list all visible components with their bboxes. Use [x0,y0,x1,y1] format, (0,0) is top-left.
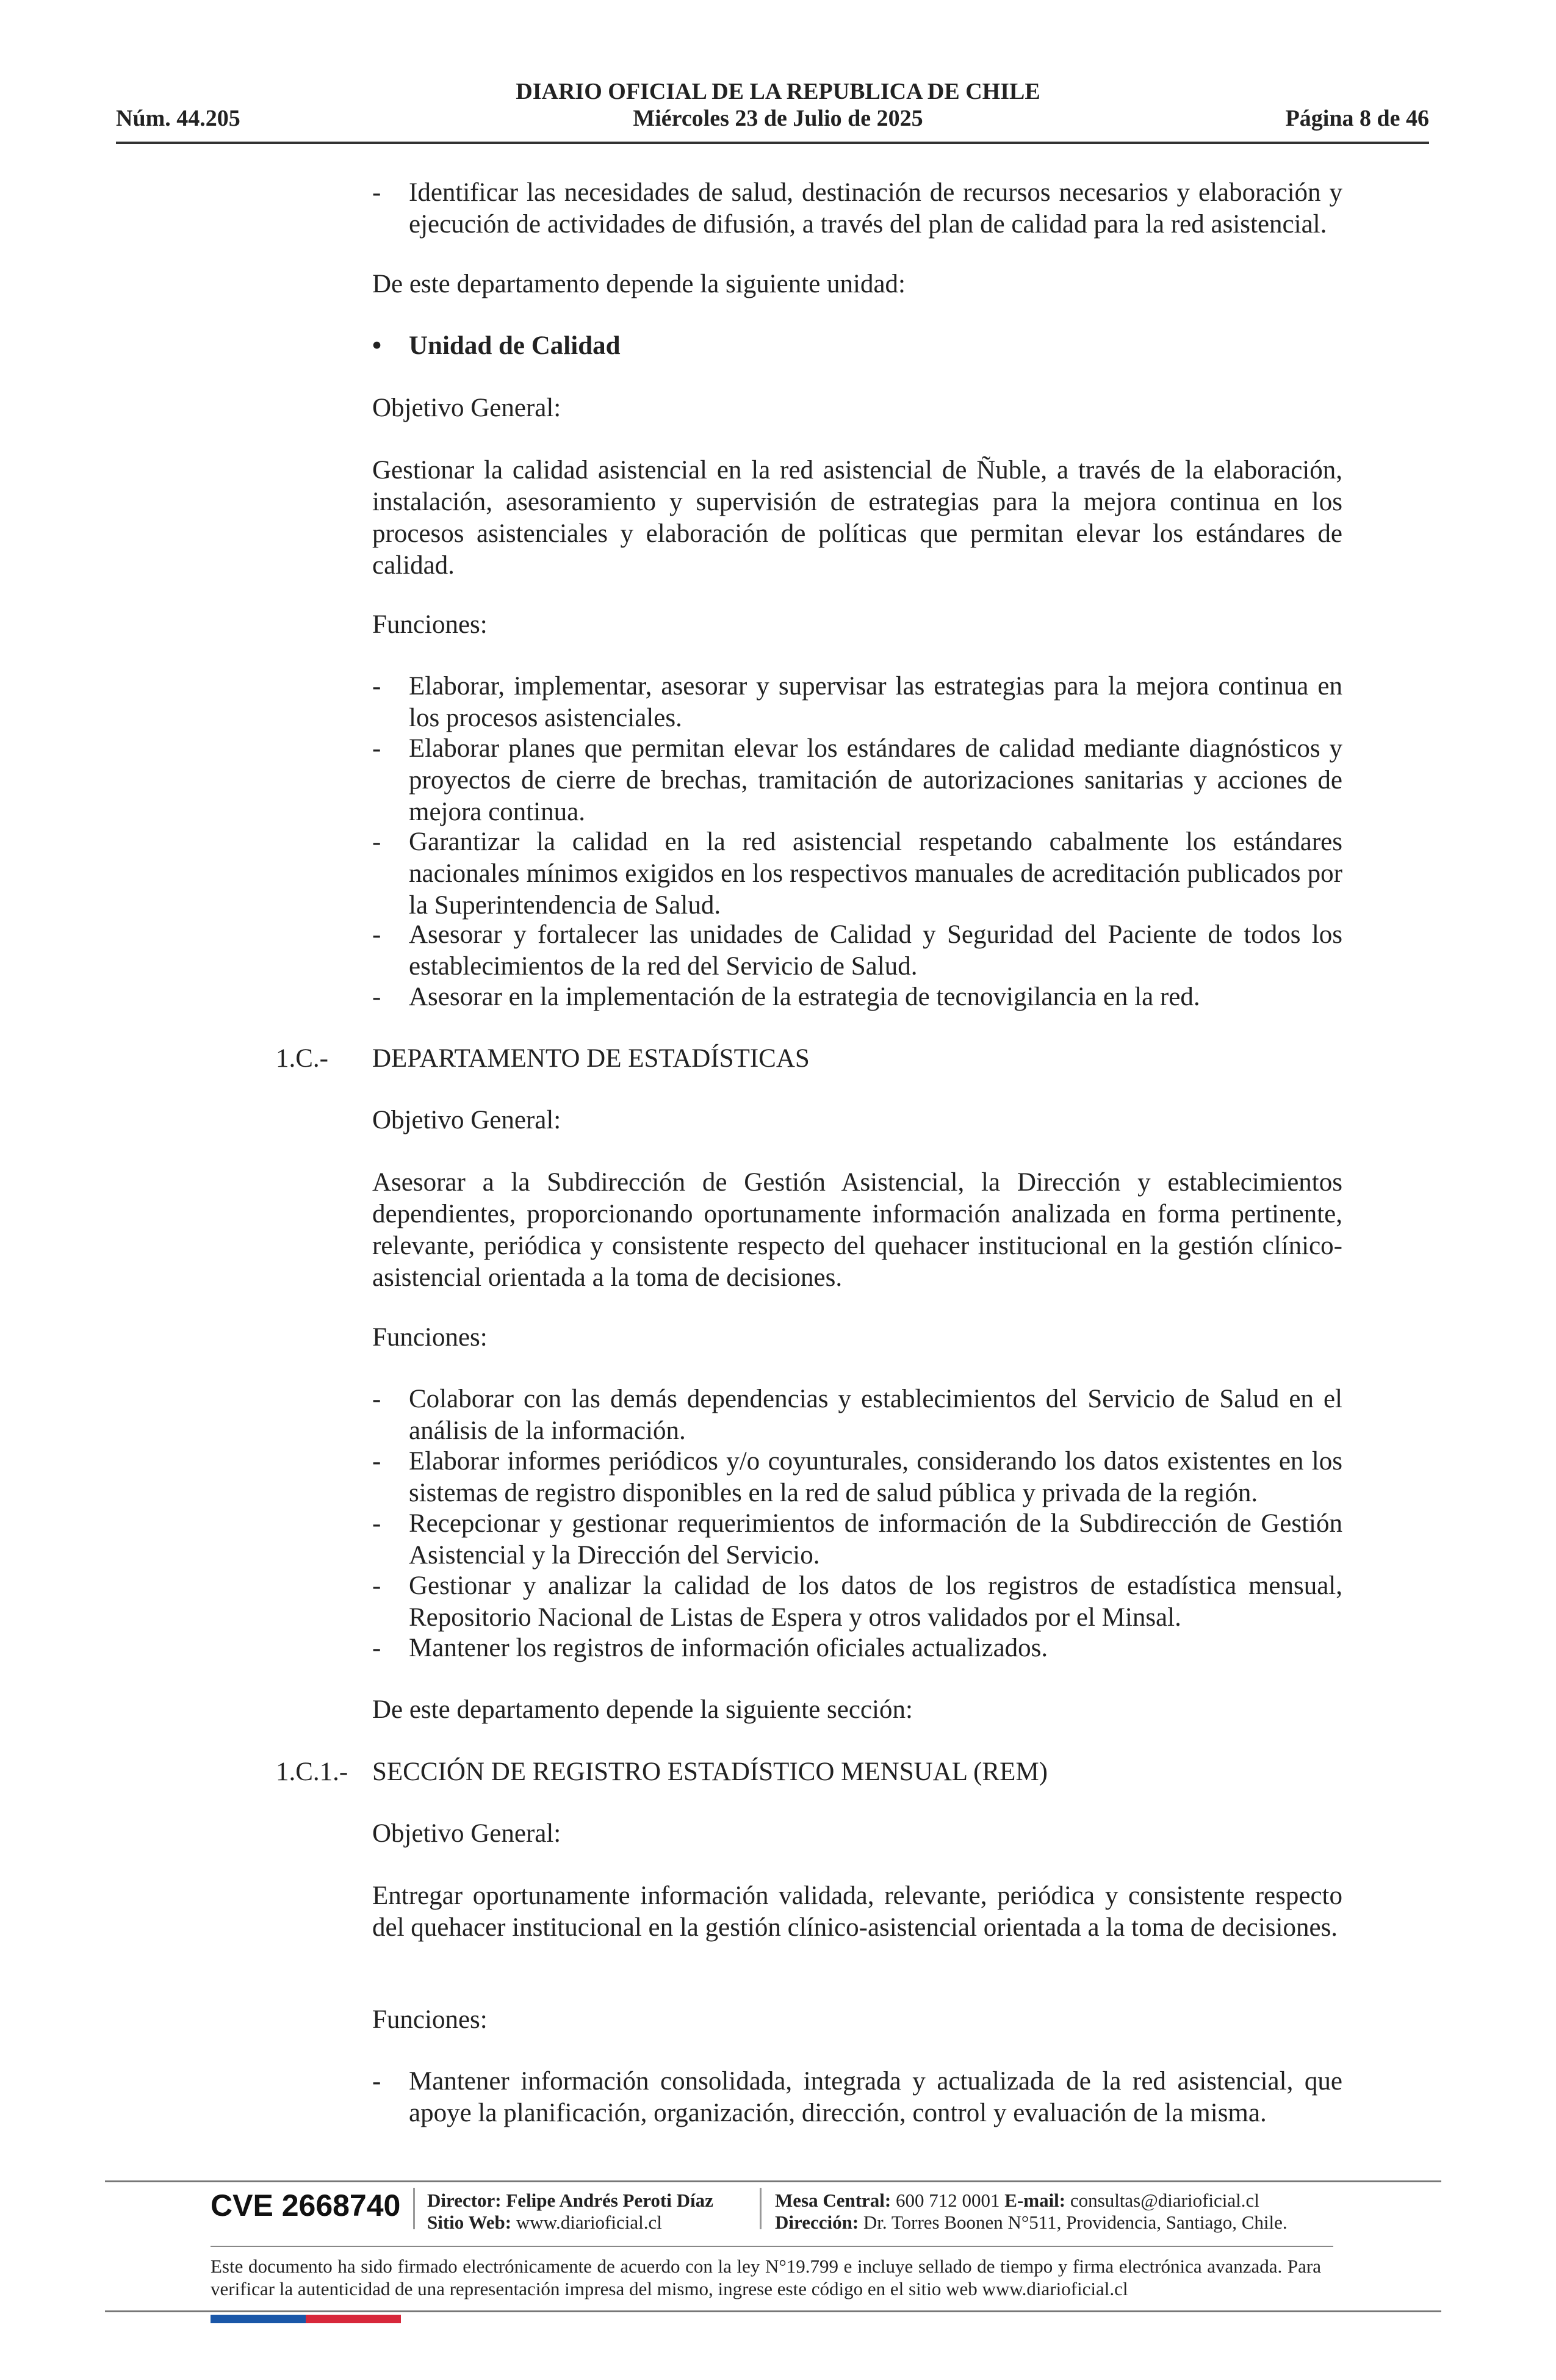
cve-code: CVE 2668740 [211,2188,401,2223]
email-label: E-mail: [1004,2190,1066,2211]
paragraph: De este departamento depende la siguiente unidad: [372,270,906,298]
list-dash: - [372,983,381,1011]
footer-divider [211,2246,1333,2247]
list-dash: - [372,178,381,207]
list-item-text: Asesorar y fortalecer las unidades de Calidad y Seguridad del Paciente de todos los establecimientos de la red del Servicio de Salud. [409,920,1342,981]
bullet: • [372,331,382,360]
mesa-value: 600 712 0001 [896,2190,1000,2211]
objective-label: Objetivo General: [372,1106,561,1134]
list-item-text: Garantizar la calidad en la red asistencial respetando cabalmente los estándares nacionales mínimos exigidos en los respectivos manuales de acreditación publicados por la Superintendencia de Salud. [409,828,1342,920]
issue-date: Miércoles 23 de Julio de 2025 [633,106,923,131]
list-item-text: Asesorar en la implementación de la estrategia de tecnovigilancia en la red. [409,983,1200,1011]
unit-heading [372,330,1342,362]
unit-title: Unidad de Calidad [409,331,621,360]
page-number: Página 8 de 46 [1285,106,1429,131]
list-dash: - [372,1509,381,1538]
address-line [775,2212,1288,2234]
director-name: Felipe Andrés Peroti Díaz [506,2190,713,2211]
address-value: Dr. Torres Boonen N°511, Providencia, Santiago, Chile. [863,2212,1288,2233]
gazette-title: DIARIO OFICIAL DE LA REPUBLICA DE CHILE [516,79,1040,104]
mesa-label: Mesa Central: [775,2190,891,2211]
list-item [372,671,1342,734]
objective-label: Objetivo General: [372,1819,561,1848]
list-item [372,1632,1342,1664]
footer-separator [413,2188,415,2229]
footer-divider [105,2310,1441,2312]
website-line [427,2212,662,2234]
list-item [372,1446,1342,1509]
list-item-text: Mantener los registros de información oficiales actualizados. [409,1634,1048,1662]
list-dash: - [372,1447,381,1476]
functions-label: Funciones: [372,2005,488,2034]
list-item [372,919,1342,983]
objective-text: Asesorar a la Subdirección de Gestión Asistencial, la Dirección y establecimientos dependientes, proporcionando oportunamente información analizada en forma pertinente, relevante, periódica y consistente respecto del quehacer institucional en la gestión clínico-asistencial orientada a la toma de decisiones. [372,1168,1342,1292]
list-item-text: Mantener información consolidada, integrada y actualizada de la red asistencial, que apoye la planificación, organización, dirección, control y evaluación de la misma. [409,2067,1342,2127]
list-item-text: Gestionar y analizar la calidad de los datos de los registros de estadística mensual, Repositorio Nacional de Listas de Espera y otros validados por el Minsal. [409,1571,1342,1632]
list-item [372,2066,1342,2129]
list-item [372,1570,1342,1634]
objective-text: Gestionar la calidad asistencial en la red asistencial de Ñuble, a través de la elaboración, instalación, asesoramiento y supervisión de estrategias para la mejora continua en los procesos asistenciales y elaboración de políticas que permitan elevar los estándares de calidad. [372,456,1342,580]
objective-text: Entregar oportunamente información validada, relevante, periódica y consistente respecto del quehacer institucional en la gestión clínico-asistencial orientada a la toma de decisiones. [372,1881,1342,1942]
header-divider [116,142,1429,144]
list-item [372,177,1342,240]
list-item [372,826,1342,921]
objective-label: Objetivo General: [372,394,561,422]
issue-number: Núm. 44.205 [116,106,240,131]
website-label: Sitio Web: [427,2212,512,2233]
list-item-text: Identificar las necesidades de salud, destinación de recursos necesarios y elaboración y ejecución de actividades de difusión, a través del plan de calidad para la red asistencial. [409,178,1342,239]
list-item-text: Colaborar con las demás dependencias y establecimientos del Servicio de Salud en el análisis de la información. [409,1385,1342,1445]
flag-stripe-red [306,2315,401,2323]
list-dash: - [372,1634,381,1662]
list-item-text: Elaborar informes periódicos y/o coyunturales, considerando los datos existentes en los sistemas de registro disponibles en la red de salud pública y privada de la región. [409,1447,1342,1507]
list-item [372,981,1342,1013]
list-dash: - [372,1571,381,1600]
list-item-text: Elaborar, implementar, asesorar y supervisar las estrategias para la mejora continua en los procesos asistenciales. [409,672,1342,732]
functions-label: Funciones: [372,1323,488,1352]
section-number: 1.C.1.- [276,1758,348,1786]
functions-label: Funciones: [372,610,488,639]
list-dash: - [372,672,381,701]
list-item [372,733,1342,828]
list-dash: - [372,2067,381,2096]
list-dash: - [372,734,381,763]
director-line [427,2190,713,2212]
footer-divider [105,2180,1441,2182]
director-label: Director: [427,2190,502,2211]
list-item [372,1508,1342,1571]
section-title: DEPARTAMENTO DE ESTADÍSTICAS [372,1044,810,1073]
section-number: 1.C.- [276,1044,328,1073]
signature-note: Este documento ha sido firmado electrónicamente de acuerdo con la ley N°19.799 e incluye sellado de tiempo y firma electrónica avanzada. Para verificar la autenticidad de una representación impresa del mismo, ingrese este código en el sitio web www.diarioficial.cl [211,2256,1321,2299]
list-item [372,1383,1342,1447]
list-item-text: Elaborar planes que permitan elevar los estándares de calidad mediante diagnósticos y proyectos de cierre de brechas, tramitación de autorizaciones sanitarias y acciones de mejora continua. [409,734,1342,826]
website-link[interactable]: www.diarioficial.cl [516,2212,662,2233]
list-dash: - [372,828,381,856]
list-dash: - [372,1385,381,1413]
list-dash: - [372,920,381,949]
contact-line [775,2190,1259,2212]
footer-separator [760,2188,762,2229]
email-link[interactable]: consultas@diarioficial.cl [1070,2190,1259,2211]
address-label: Dirección: [775,2212,859,2233]
flag-stripe-blue [211,2315,306,2323]
list-item-text: Recepcionar y gestionar requerimientos de información de la Subdirección de Gestión Asistencial y la Dirección del Servicio. [409,1509,1342,1570]
section-title: SECCIÓN DE REGISTRO ESTADÍSTICO MENSUAL (REM) [372,1758,1048,1786]
paragraph: De este departamento depende la siguiente sección: [372,1695,913,1724]
